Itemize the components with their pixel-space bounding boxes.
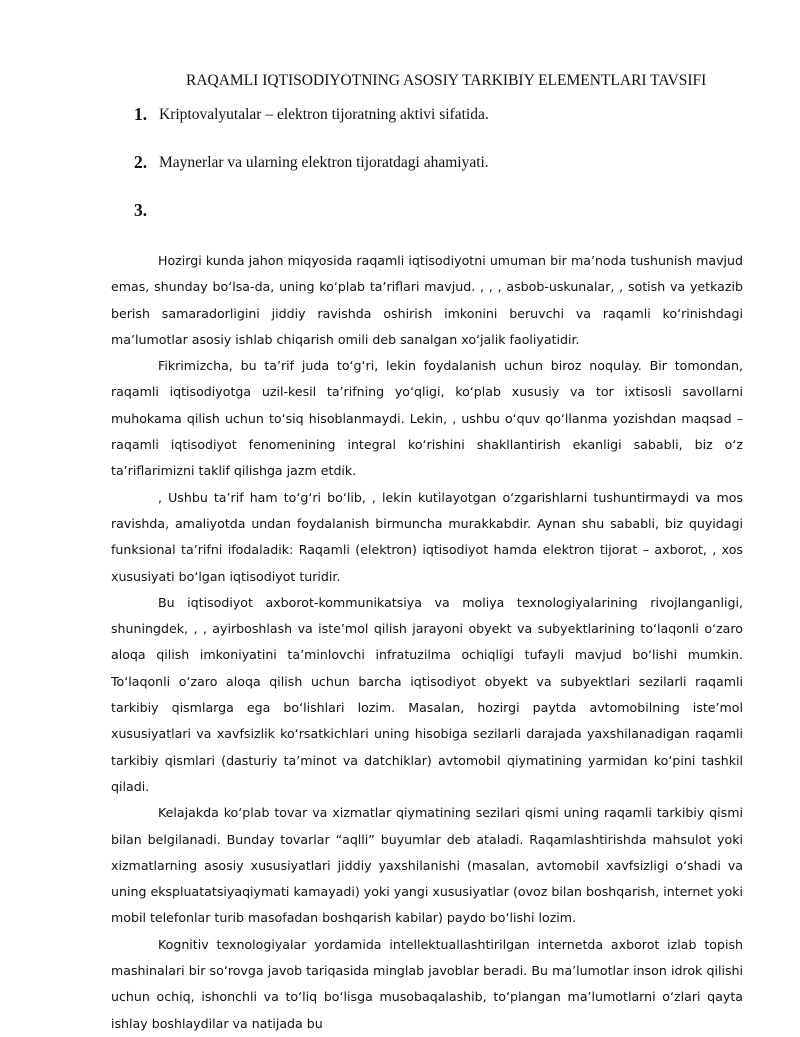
list-item-text: Maynerlar va ularning elektron tijoratdagi ahamiyati. xyxy=(159,154,489,171)
list-item-text: Kriptovalyutalar – elektron tijoratning aktivi sifatida. xyxy=(159,106,489,123)
list-item xyxy=(134,198,754,246)
paragraph: Kelajakda ko‘plab tovar va xizmatlar qiymatining sezilari qismi uning raqamli tarkibiy qismi bilan belgilanadi. Bunday tovarlar “aqlli” buyumlar deb ataladi. Raqamlashtirishda mahsulot yoki xizmatlarning asosiy xususiyatlari jiddiy yaxshilanishi (masalan, avtomobil xavfsizligi o‘shadi va uning ekspluatatsiyaqiymati kamayadi) yoki yangi xususiyatlar (ovoz bilan boshqarish, internet yoki mobil telefonlar turib masofadan boshqarish kabilar) paydo bo‘lishi lozim. xyxy=(111,805,743,926)
list-item xyxy=(134,150,754,198)
paragraph: Hozirgi kunda jahon miqyosida raqamli iqtisodiyotni umuman bir ma’noda tushunish mavjud emas, shunday bo‘lsa-da, uning ko‘plab ta’riflari mavjud. , , , asbob-uskunalar, , sotish va yetkazib berish samaradorligini jiddiy ravishda oshirish imkonini beruvchi va raqamli ko‘rinishdagi ma’lumotlar asosiy ishlab chiqarish omili deb sanalgan xo‘jalik faoliyatidir. xyxy=(111,253,743,347)
paragraph: , Ushbu ta’rif ham to‘g‘ri bo‘lib, , lekin kutilayotgan o‘zgarishlarni tushuntirmaydi va mos ravishda, amaliyotda undan foydalanish birmuncha murakkabdir. Aynan shu sababli, biz quyidagi funksional ta’rifni ifodaladik: Raqamli (elektron) iqtisodiyot hamda elektron tijorat – axborot, , xos xususiyati bo‘lgan iqtisodiyot turidir. xyxy=(111,489,743,584)
list-item-number: 2. xyxy=(134,152,148,172)
paragraph: Fikrimizcha, bu ta’rif juda to‘g‘ri, lekin foydalanish uchun biroz noqulay. Bir tomondan, raqamli iqtisodiyotga uzil-kesil ta’rifning yo‘qligi, ko‘plab xususiy va tor ixtisosli savollarni muhokama qilish uchun to‘siq hisoblanmaydi. Lekin, , ushbu o‘quv qo‘llanma yozishdan maqsad – raqamli iqtisodiyot fenomenining integral ko‘rishini shakllantirish ekanligi sababli, biz o‘z ta’riflarimizni taklif qilishga jazm etdik. xyxy=(111,358,743,479)
document-title: RAQAMLI IQTISODIYOTNING ASOSIY TARKIBIY ELEMENTLARI TAVSIFI xyxy=(186,72,707,89)
paragraph: Bu iqtisodiyot axborot-kommunikatsiya va moliya texnologiyalarining rivojlanganligi, shuningdek, , , ayirboshlash va iste’mol qilish jarayoni obyekt va subyektlarining to‘laqonli o‘zaro aloqa qilish imkoniyatini ta’minlovchi infratuzilma ochiqligi tufayli mavjud bo‘lishi mumkin. To‘laqonli o‘zaro aloqa qilish uchun barcha iqtisodiyot obyekt va subyektlari sezilarli raqamli tarkibiy qismlarga ega bo‘lishlari lozim. Masalan, hozirgi paytda avtomobilning iste’mol xususiyatlari va xavfsizlik ko‘rsatkichlari uning hisobiga sezilarli darajada yaxshilanadigan raqamli tarkibiy qismlari (dasturiy ta’minot va datchiklar) avtomobil qiymatining yarmidan ko‘pini tashkil qiladi. xyxy=(111,594,743,794)
numbered-list xyxy=(134,102,754,246)
paragraph: Kognitiv texnologiyalar yordamida intellektuallashtirilgan internetda axborot izlab topish mashinalari bir so‘rovga javob tariqasida minglab javoblar beradi. Bu ma’lumotlar inson idrok qilishi uchun ochiq, ishonchli va to‘liq bo‘lisga musobaqalashib, to‘plangan ma’lumotlarni o‘zlari qayta ishlay boshlaydilar va natijada bu xyxy=(111,936,743,1031)
list-item xyxy=(134,102,754,150)
body-text xyxy=(111,248,743,1037)
list-item-number: 1. xyxy=(134,104,148,124)
list-item-number: 3. xyxy=(134,200,148,220)
